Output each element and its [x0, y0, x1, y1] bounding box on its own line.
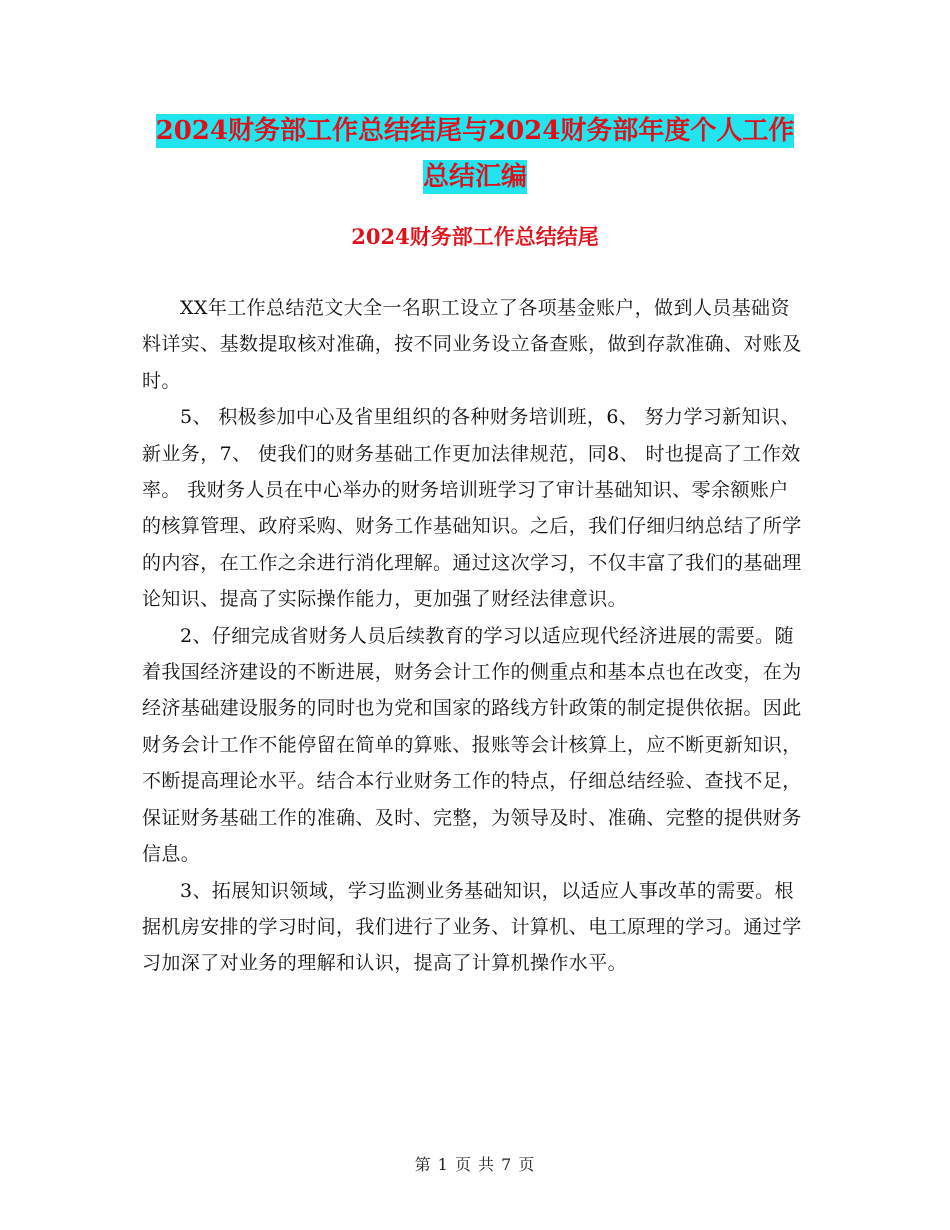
- section-title: 2024财务部工作总结结尾: [351, 224, 599, 249]
- page-footer: 第 1 页 共 7 页: [414, 1155, 536, 1174]
- document-title-line-1: 2024财务部工作总结结尾与2024财务部年度个人工作: [155, 116, 795, 146]
- paragraph-2: 5、 积极参加中心及省里组织的各种财务培训班，6、 努力学习新知识、新业务，7、 使我们的财务基础工作更加法律规范，同8、 时也提高了工作效率。 我财务人员在中心举办的财务培训班学习了审计基础知识、零余额账户的核算管理、政府采购、财务工作基础知识。之后，我们仔细归纳总结了所学的内容，在工作之余进行消化理解。通过这次学习，不仅丰富了我们的基础理论知识、提高了实际操作能力，更加强了财经法律意识。: [142, 406, 802, 611]
- document-title-line-2: 总结汇编: [422, 162, 527, 192]
- paragraph-4: 3、拓展知识领域，学习监测业务基础知识，以适应人事改革的需要。根据机房安排的学习时间，我们进行了业务、计算机、电工原理的学习。通过学习加深了对业务的理解和认识，提高了计算机操作水平。: [142, 879, 802, 975]
- document-body: [142, 290, 807, 982]
- paragraph-1: XX年工作总结范文大全一名职工设立了各项基金账户，做到人员基础资料详实、基数提取核对准确，按不同业务设立备查账，做到存款准确、对账及时。: [142, 297, 802, 392]
- document-title: [0, 108, 950, 200]
- paragraph-3: 2、仔细完成省财务人员后续教育的学习以适应现代经济进展的需要。随着我国经济建设的不断进展，财务会计工作的侧重点和基本点也在改变，在为经济基础建设服务的同时也为党和国家的路线方针政策的制定提供依据。因此财务会计工作不能停留在简单的算账、报账等会计核算上，应不断更新知识，不断提高理论水平。结合本行业财务工作的特点，仔细总结经验、查找不足，保证财务基础工作的准确、及时、完整，为领导及时、准确、完整的提供财务信息。: [142, 624, 802, 866]
